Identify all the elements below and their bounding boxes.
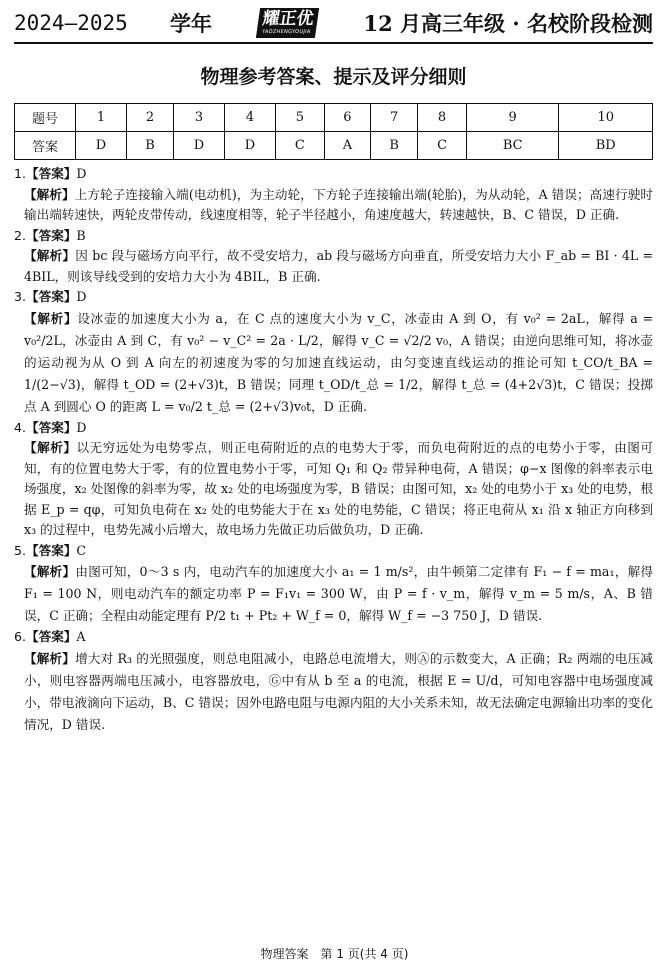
- question-number: 4.: [14, 419, 27, 435]
- table-cell: 10: [559, 104, 653, 132]
- question-number: 3.: [14, 289, 27, 304]
- answer-value: D: [76, 166, 87, 181]
- table-cell: BC: [466, 132, 558, 160]
- table-cell: 1: [76, 104, 127, 132]
- explanation-text: 以无穷远处为电势零点，则正电荷附近的点的电势大于零，而负电荷附近的点的电势小于零，由图可知，有的位置电势大于零，有的位置电势小于零，可知 Q₁ 和 Q₂ 带异种电荷，A 错误；φ−x 图像的斜率表示电场强度，x₂ 处图像的斜率为零，故 x₂ 处的电场强度为零，B 错误；由图可知，x₂ 处的电势小于 x₃ 处的电势，根据 E_p = qφ，可知负电荷在 x₂ 处的电势能大于在 x₃ 处的电势能，C 错误；将正电荷从 x₁ 沿 x 轴正方向移到 x₃ 的过程中，电势先减小后增大，故电场力先做正功后做负功，D 正确.: [24, 440, 654, 537]
- explain-tag: 【解析】: [24, 186, 75, 202]
- answer-tag: 【答案】: [26, 629, 77, 644]
- answer-line: [14, 541, 653, 562]
- table-cell: D: [225, 132, 276, 160]
- explanation-text: 因 bc 段与磁场方向平行，故不受安培力，ab 段与磁场方向垂直，所受安培力大小 F_ab = BI · 4L = 4BIL，则该导线受到的安培力大小为 4BIL，B 正确.: [24, 248, 654, 284]
- table-cell: D: [76, 132, 127, 160]
- question-number: 2.: [14, 227, 27, 243]
- explanation: [24, 648, 653, 736]
- answer-table-row1-label: 题号: [15, 104, 76, 132]
- table-cell: 7: [371, 104, 418, 132]
- answer-value: D: [76, 289, 87, 304]
- table-cell: D: [174, 132, 225, 160]
- answer-line: [14, 627, 653, 648]
- table-cell: 9: [466, 104, 558, 132]
- header-years: 2024—2025: [14, 11, 128, 35]
- explain-tag: 【解析】: [24, 310, 78, 326]
- explanation: [24, 185, 653, 226]
- explanation: [24, 246, 653, 287]
- page-title: 物理参考答案、提示及评分细则: [200, 66, 467, 88]
- table-cell: C: [418, 132, 467, 160]
- answer-line: [14, 164, 653, 185]
- answer-table-number-row: [15, 104, 653, 132]
- explain-tag: 【解析】: [24, 564, 76, 579]
- answer-table-row2-label: 答案: [15, 132, 76, 160]
- brand-logo-text: 耀正优: [261, 9, 316, 29]
- page-footer: 物理答案 第 1 页(共 4 页): [260, 947, 409, 961]
- header-grade: 12 月高三年级 · 名校阶段检测: [363, 11, 653, 36]
- answer-tag: 【答案】: [26, 542, 77, 558]
- answer-table-answer-row: [15, 132, 653, 160]
- question-number: 1.: [14, 166, 27, 181]
- explanation-text: 增大对 R₃ 的光照强度，则总电阻减小，电路总电流增大，则Ⓐ的示数变大，A 正确；R₂ 两端的电压减小，则电容器两端电压减小，电容器放电，Ⓖ中有从 b 至 a 的电流，根据 E = U/d，可知电容器中电场强度减小，带电液滴向下运动，B、C 错误；因外电路电阻与电源内阻的大小关系未知，故无法确定电源输出功率的变化情况，D 错误.: [24, 650, 654, 732]
- explain-tag: 【解析】: [24, 440, 77, 455]
- table-cell: 6: [324, 104, 370, 132]
- explanation: [24, 561, 653, 627]
- explain-tag: 【解析】: [24, 650, 76, 666]
- question-item: [14, 226, 653, 288]
- header-school-year: 学年: [170, 11, 213, 36]
- answer-line: [14, 418, 653, 439]
- answer-value: C: [76, 542, 87, 558]
- explanation: [24, 308, 653, 418]
- table-cell: 4: [225, 104, 276, 132]
- table-cell: C: [275, 132, 324, 160]
- answer-line: [14, 287, 653, 308]
- question-item: [14, 164, 653, 226]
- explanation-text: 由图可知，0～3 s 内，电动汽车的加速度大小 a₁ = 1 m/s²，由牛顿第二定律有 F₁ − f = ma₁，解得 F₁ = 100 N，则电动汽车的额定功率 P = F₁v₁ = 300 W，由 P = f · v_m，解得 v_m = 5 m/s，A、B 错误，C 正确；全程由动能定理有 P/2 t₁ + Pt₂ + W_f = 0，解得 W_f = −3 750 J，D 错误.: [24, 564, 653, 623]
- question-item: [14, 627, 653, 736]
- question-list: [14, 164, 653, 736]
- explanation-text: 上方轮子连接输入端(电动机)，为主动轮，下方轮子连接输出端(轮胎)，为从动轮，A 错误；高速行驶时输出端转速快，两轮皮带传动，线速度相等，轮子半径越小，角速度越大，转速越快，B、C 错误，D 正确.: [24, 186, 653, 222]
- table-cell: BD: [559, 132, 653, 160]
- question-number: 6.: [14, 629, 27, 644]
- table-cell: 5: [275, 104, 324, 132]
- question-number: 5.: [14, 542, 27, 558]
- answer-tag: 【答案】: [26, 166, 77, 181]
- answer-table: [14, 103, 653, 160]
- answer-tag: 【答案】: [26, 227, 77, 243]
- page-header: [14, 6, 653, 44]
- answer-tag: 【答案】: [26, 289, 77, 304]
- table-cell: 3: [174, 104, 225, 132]
- question-item: [14, 418, 653, 541]
- explanation: [24, 438, 653, 541]
- answer-value: A: [76, 629, 86, 644]
- answer-line: [14, 226, 653, 247]
- brand-logo: [256, 8, 319, 38]
- answer-value: B: [76, 227, 86, 243]
- table-cell: 2: [126, 104, 173, 132]
- answer-value: D: [76, 419, 87, 435]
- table-cell: A: [324, 132, 370, 160]
- table-cell: B: [371, 132, 418, 160]
- table-cell: B: [126, 132, 173, 160]
- brand-logo-subtext: YAOZHENGYOUJIA: [261, 29, 312, 35]
- question-item: [14, 541, 653, 628]
- table-cell: 8: [418, 104, 467, 132]
- question-item: [14, 287, 653, 418]
- explanation-text: 设冰壶的加速度大小为 a，在 C 点的速度大小为 v_C，冰壶由 A 到 O，有 v₀² = 2aL，解得 a = v₀²/2L，冰壶由 A 到 C，有 v₀² − v_C² = 2a · L/2，解得 v_C = √2/2 v₀，A 错误；由逆向思维可知，将冰壶的运动视为从 O 到 A 向左的初速度为零的匀加速直线运动，由匀变速直线运动的推论可知 t_CO/t_BA = 1/(2−√3)，解得 t_OD = (2+√3)t，B 错误；同理 t_OD/t_总 = 1/2，解得 t_总 = (4+2√3)t，C 错误；投掷点 A 到圆心 O 的距离 L = v₀/2 t_总 = (2+√3)v₀t，D 正确.: [24, 310, 654, 414]
- answer-tag: 【答案】: [26, 419, 77, 435]
- explain-tag: 【解析】: [24, 248, 76, 263]
